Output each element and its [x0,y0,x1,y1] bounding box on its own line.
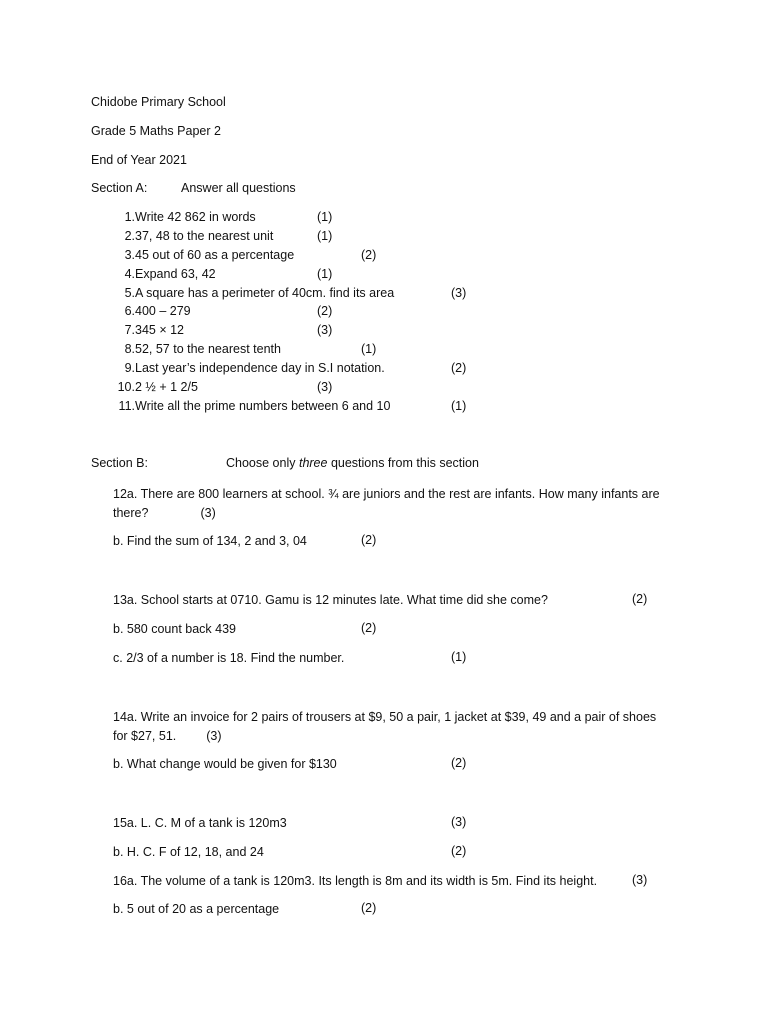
question-number: 2. [124,229,135,243]
question-text: Last year’s independence day in S.I notation. [135,361,385,375]
question-text: 2 ½ + 1 2/5 [135,380,198,394]
instruction-emphasis: three [298,456,328,470]
question-12a [113,485,673,523]
question-text: 400 – 279 [135,304,191,318]
question-number: 3. [124,248,135,262]
question-16b-text: b. 5 out of 20 as a percentage [113,902,280,916]
question-marks: (2) [317,304,333,318]
instruction-text: Choose only [226,456,299,470]
school-name: Chidobe Primary School [91,95,226,109]
question-marks: (3) [451,286,467,300]
question-marks: (3) [200,506,216,520]
question-marks: (1) [361,342,377,356]
section-a-label: Section A: [91,181,148,195]
question-text: 52, 57 to the nearest tenth [135,342,281,356]
question-13a-marks: (2) [632,592,648,606]
question-marks: (1) [317,267,333,281]
paper-title: Grade 5 Maths Paper 2 [91,124,221,138]
question-number: 6. [124,304,135,318]
question-14b-text: b. What change would be given for $130 [113,757,337,771]
question-13c-text: c. 2/3 of a number is 18. Find the number. [113,651,345,665]
question-13a-text: 13a. School starts at 0710. Gamu is 12 minutes late. What time did she come? [113,593,548,607]
question-text: Expand 63, 42 [135,267,216,281]
question-number: 10. [117,380,135,394]
instruction-text: questions from this section [327,456,479,470]
question-number: 7. [124,323,135,337]
question-marks: (1) [317,210,333,224]
question-number: 9. [124,361,135,375]
question-number: 11. [118,399,135,413]
question-15b-text: b. H. C. F of 12, 18, and 24 [113,845,264,859]
question-text: 12a. There are 800 learners at school. ¾ are juniors and the rest are infants. How many infants are there? [113,487,660,520]
question-12b-marks: (2) [361,533,377,547]
question-number: 4. [124,267,135,281]
question-text: 345 × 12 [135,323,185,337]
question-15a-marks: (3) [451,815,467,829]
question-text: 45 out of 60 as a percentage [135,248,295,262]
question-13b-marks: (2) [361,621,377,635]
question-text: A square has a perimeter of 40cm. find its area [135,286,395,300]
question-marks: (1) [317,229,333,243]
question-marks: (3) [206,729,222,743]
question-text: 14a. Write an invoice for 2 pairs of trousers at $9, 50 a pair, 1 jacket at $39, 49 and a pair of shoes for $27, 51. [113,710,657,743]
question-marks: (3) [317,323,333,337]
question-15b-marks: (2) [451,844,467,858]
section-b-instruction [226,456,479,470]
question-12b-text: b. Find the sum of 134, 2 and 3, 04 [113,534,307,548]
question-13c-marks: (1) [451,650,467,664]
question-text: Write all the prime numbers between 6 and 10 [135,399,391,413]
question-marks: (2) [451,361,467,375]
question-13b-text: b. 580 count back 439 [113,622,237,636]
question-14a [113,708,669,746]
section-b-label: Section B: [91,456,148,470]
question-number: 5. [124,286,135,300]
question-text: 37, 48 to the nearest unit [135,229,274,243]
question-16b-marks: (2) [361,901,377,915]
question-16a-text: 16a. The volume of a tank is 120m3. Its length is 8m and its width is 5m. Find its height. [113,874,598,888]
section-a-instruction: Answer all questions [181,181,296,195]
question-16a-marks: (3) [632,873,648,887]
question-number: 8. [124,342,135,356]
question-marks: (1) [451,399,467,413]
question-15a-text: 15a. L. C. M of a tank is 120m3 [113,816,287,830]
exam-term: End of Year 2021 [91,153,187,167]
question-14b-marks: (2) [451,756,467,770]
question-marks: (2) [361,248,377,262]
question-marks: (3) [317,380,333,394]
question-text: Write 42 862 in words [135,210,256,224]
question-number: 1. [124,210,135,224]
